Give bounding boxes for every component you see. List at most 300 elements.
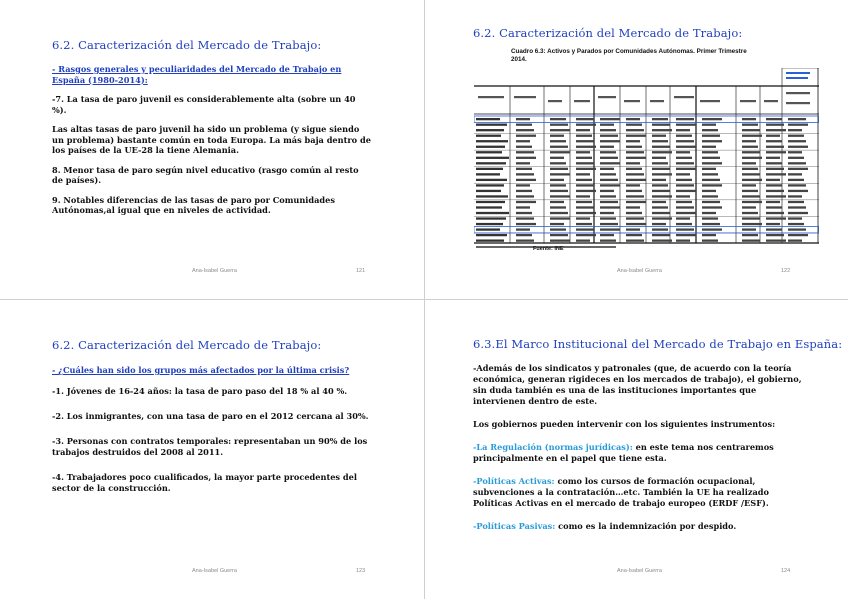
table-cell-text xyxy=(742,195,760,197)
table-cell-text xyxy=(702,206,722,208)
table-cell-text xyxy=(600,151,616,153)
table-cell-text xyxy=(652,162,668,164)
table-cell-text xyxy=(766,173,786,175)
table-cell-text xyxy=(702,124,716,126)
table-cell-text xyxy=(550,157,564,159)
slide-122 xyxy=(425,0,848,299)
table-cell-text xyxy=(600,135,618,137)
table-cell-text xyxy=(742,173,760,175)
table-cell-text xyxy=(516,184,530,186)
table-cell-text xyxy=(516,151,534,153)
table-cell-text xyxy=(476,157,509,159)
active-policies-label: -Políticas Activas: xyxy=(473,476,555,486)
table-cell-text xyxy=(600,162,620,164)
table-cell-text xyxy=(788,129,802,131)
table-cell-text xyxy=(476,228,500,230)
table-cell-text xyxy=(788,195,802,197)
table-cell-text xyxy=(766,146,784,148)
table-cell-text xyxy=(742,124,758,126)
table-cell-text xyxy=(516,168,532,170)
table-cell-text xyxy=(766,157,780,159)
table-cell-text xyxy=(742,212,758,214)
table-cell-text xyxy=(766,195,786,197)
table-cell-text xyxy=(576,129,590,131)
table-cell-text xyxy=(702,217,718,219)
table-cell-text xyxy=(702,179,720,181)
table-cell-text xyxy=(676,129,690,131)
table-cell-text xyxy=(576,168,596,170)
slide-body xyxy=(52,64,372,225)
regulation-label: -La Regulación (normas jurídicas): xyxy=(473,442,633,452)
table-cell-text xyxy=(600,234,614,236)
table-cell-text xyxy=(516,179,536,181)
table-cell-text xyxy=(476,223,503,225)
table-cell-text xyxy=(550,151,570,153)
table-cell-text xyxy=(788,228,806,230)
table-cell-text xyxy=(626,239,644,241)
table-cell-text xyxy=(652,151,672,153)
table-cell-text xyxy=(766,201,780,203)
table-cell-text xyxy=(476,190,501,192)
table-cell-text xyxy=(576,201,592,203)
table-cell-text xyxy=(788,157,804,159)
table-cell-text xyxy=(766,151,786,153)
table-cell-text xyxy=(516,206,530,208)
table-cell-text xyxy=(600,168,614,170)
table-cell-text xyxy=(548,100,562,102)
table-cell-text xyxy=(702,173,718,175)
table-cell-text xyxy=(550,217,570,219)
table-cell-text xyxy=(600,239,616,241)
slide-subtitle: - Rasgos generales y peculiaridades del Mercado de Trabajo en España (1980-2014): xyxy=(52,64,342,85)
table-cell-text xyxy=(766,239,786,241)
table-cell-text xyxy=(476,168,503,170)
table-cell-text xyxy=(676,168,696,170)
table-cell-text xyxy=(476,118,500,120)
table-cell-text xyxy=(702,129,718,131)
table-cell-text xyxy=(702,228,722,230)
table-cell-text xyxy=(626,162,640,164)
table-cell-text xyxy=(702,212,716,214)
table-cell-text xyxy=(576,184,594,186)
table-cell-text xyxy=(550,184,566,186)
table-cell-text xyxy=(576,179,592,181)
table-cell-text xyxy=(550,201,564,203)
table-cell-text xyxy=(788,190,808,192)
table-cell-text xyxy=(742,118,756,120)
table-cell-text xyxy=(652,173,672,175)
table-cell-text xyxy=(676,239,690,241)
table-cell-text xyxy=(766,118,782,120)
table-cell-text xyxy=(600,206,620,208)
table-cell-text xyxy=(516,195,534,197)
paragraph-regulation xyxy=(473,442,805,464)
table-cell-text xyxy=(516,234,532,236)
table-cell-text xyxy=(652,129,672,131)
table-cell-text xyxy=(476,146,505,148)
table-cell-text xyxy=(652,223,666,225)
table-cell-text xyxy=(786,72,810,74)
table-cell-text xyxy=(600,217,616,219)
table-cell-text xyxy=(516,201,536,203)
table-cell-text xyxy=(676,201,692,203)
table-cell-text xyxy=(676,195,690,197)
table-cell-text xyxy=(516,173,534,175)
paragraph: -1. Jóvenes de 16-24 años: la tasa de paro paso del 18 % al 40 %. xyxy=(52,386,348,396)
table-cell-text xyxy=(576,212,596,214)
table-cell-text xyxy=(652,201,666,203)
table-cell-text xyxy=(702,162,722,164)
table-cell-text xyxy=(626,234,642,236)
paragraph: Las altas tasas de paro juvenil ha sido un problema (y sigue siendo un problema) bastante común en toda Europa. La más baja dentro de los países de la UE-28 la tiene Alemania. xyxy=(52,124,371,155)
table-cell-text xyxy=(576,135,592,137)
table-cell-text xyxy=(766,212,784,214)
table-cell-text xyxy=(742,140,756,142)
table-cell-text xyxy=(676,173,690,175)
table-cell-text xyxy=(550,129,570,131)
slide-title: 6.2. Caracterización del Mercado de Trabajo: xyxy=(473,26,743,40)
table-cell-text xyxy=(766,124,784,126)
table-cell-text xyxy=(742,168,758,170)
table-source: Fuente: INE xyxy=(533,246,564,252)
table-cell-text xyxy=(576,223,592,225)
table-cell-text xyxy=(576,118,594,120)
table-cell-text xyxy=(600,173,616,175)
table-cell-text xyxy=(676,234,696,236)
table-cell-text xyxy=(516,157,536,159)
table-cell-text xyxy=(788,239,802,241)
table-cell-text xyxy=(786,92,810,94)
table-cell-text xyxy=(742,151,760,153)
table-cell-text xyxy=(742,184,756,186)
table-cell-text xyxy=(476,195,508,197)
table-cell-text xyxy=(652,140,668,142)
slide-124 xyxy=(425,300,848,599)
table-cell-text xyxy=(742,135,762,137)
table-cell-text xyxy=(626,118,640,120)
table-cell-text xyxy=(516,228,530,230)
table-cell-text xyxy=(626,212,642,214)
table-cell-text xyxy=(676,179,692,181)
table-cell-text xyxy=(550,173,570,175)
table-cell-text xyxy=(576,140,594,142)
table-cell-text xyxy=(550,179,564,181)
table-cell-text xyxy=(766,228,782,230)
table-cell-text xyxy=(652,146,670,148)
table-cell-text xyxy=(702,168,716,170)
slide-title: 6.2. Caracterización del Mercado de Trabajo: xyxy=(52,38,322,52)
table-cell-text xyxy=(516,239,534,241)
page-number: 122 xyxy=(781,268,791,274)
table-cell-text xyxy=(742,146,758,148)
footer-author: Ana-Isabel Guerra xyxy=(617,568,662,574)
table-cell-text xyxy=(626,228,640,230)
table-cell-text xyxy=(624,100,640,102)
table-cell-text xyxy=(742,201,762,203)
table-cell-text xyxy=(476,217,506,219)
table-cell-text xyxy=(652,228,668,230)
table-cell-text xyxy=(702,223,720,225)
table-cell-text xyxy=(626,146,642,148)
footer-author: Ana-Isabel Guerra xyxy=(192,568,237,574)
table-cell-text xyxy=(766,179,780,181)
table-cell-text xyxy=(786,102,810,104)
table-cell-text xyxy=(476,184,504,186)
table-cell-text xyxy=(786,77,808,79)
slide-body xyxy=(473,363,805,541)
table-cell-text xyxy=(550,223,564,225)
table-cell-text xyxy=(626,201,646,203)
table-cell-text xyxy=(676,206,694,208)
table-cell-text xyxy=(576,157,592,159)
table-cell-text xyxy=(476,239,504,241)
table-cell-text xyxy=(766,162,782,164)
paragraph: -3. Personas con contratos temporales: representaban un 90% de los trabajos destruidos del 2008 al 2011. xyxy=(52,436,368,457)
slide-body xyxy=(52,365,372,503)
table-cell-text xyxy=(788,135,804,137)
table-cell-text xyxy=(788,118,806,120)
table-cell-text xyxy=(476,151,502,153)
table-cell-text xyxy=(574,100,590,102)
table-cell-text xyxy=(788,151,802,153)
table-cell-text xyxy=(626,184,640,186)
table-cell-text xyxy=(598,96,616,98)
table-cell-text xyxy=(676,118,694,120)
table-cell-text xyxy=(576,239,590,241)
table-cell-text xyxy=(626,140,640,142)
table-cell-text xyxy=(516,217,534,219)
table-cell-text xyxy=(514,96,536,98)
table-cell-text xyxy=(600,140,620,142)
table-cell-text xyxy=(476,129,504,131)
table-cell-text xyxy=(600,129,616,131)
table-cell-text xyxy=(476,212,509,214)
table-cell-text xyxy=(476,234,507,236)
table-cell-text xyxy=(788,168,808,170)
table-cell-text xyxy=(764,100,778,102)
page-number: 124 xyxy=(781,568,791,574)
table-cell-text xyxy=(626,179,646,181)
table-cell-text xyxy=(766,140,782,142)
table-cell-text xyxy=(476,162,506,164)
table-cell-text xyxy=(576,146,596,148)
table-cell-text xyxy=(702,201,720,203)
table-cell-text xyxy=(702,184,722,186)
table-cell-text xyxy=(676,223,692,225)
table-cell-text xyxy=(550,124,568,126)
table-cell-text xyxy=(652,184,668,186)
table-cell-text xyxy=(576,228,594,230)
table-cell-text xyxy=(702,195,718,197)
paragraph-passive-policies xyxy=(473,521,805,532)
paragraph: -2. Los inmigrantes, con una tasa de paro en el 2012 cercana al 30%. xyxy=(52,411,369,421)
paragraph: -7. La tasa de paro juvenil es considerablemente alta (sobre un 40 %). xyxy=(52,94,356,115)
table-cell-text xyxy=(550,118,566,120)
footer-author: Ana-Isabel Guerra xyxy=(617,268,662,274)
table-cell-text xyxy=(702,146,716,148)
regulation-text: en este tema nos centraremos principalmente en el papel que tiene esta. xyxy=(473,442,774,463)
table-cell-text xyxy=(600,146,614,148)
table-cell-text xyxy=(600,228,620,230)
table-cell-text xyxy=(652,168,670,170)
table-cell-text xyxy=(550,239,570,241)
table-cell-text xyxy=(742,206,756,208)
paragraph-active-policies xyxy=(473,476,805,509)
table-cell-text xyxy=(550,206,566,208)
table-cell-text xyxy=(788,124,808,126)
table-cell-text xyxy=(576,162,594,164)
slide-121 xyxy=(0,0,424,299)
table-cell-text xyxy=(652,157,666,159)
table-cell-text xyxy=(788,223,804,225)
table-cell-text xyxy=(576,173,590,175)
table-cell-text xyxy=(676,162,694,164)
table-cell-text xyxy=(742,223,762,225)
table-cell-text xyxy=(576,234,596,236)
table-cell-text xyxy=(766,184,782,186)
table-cell-text xyxy=(652,212,670,214)
table-cell-text xyxy=(626,129,644,131)
table-cell-text xyxy=(576,124,596,126)
table-cell-text xyxy=(788,201,804,203)
table-cell-text xyxy=(600,118,620,120)
paragraph: Los gobiernos pueden intervenir con los siguientes instrumentos: xyxy=(473,419,776,429)
table-cell-text xyxy=(702,151,718,153)
table-cell-text xyxy=(702,118,722,120)
table-cell-text xyxy=(788,179,804,181)
table-cell-text xyxy=(516,223,536,225)
table-cell-text xyxy=(600,201,618,203)
table-cell-text xyxy=(516,212,532,214)
table-cell-text xyxy=(550,234,568,236)
table-cell-text xyxy=(600,157,618,159)
table-cell-text xyxy=(626,206,640,208)
table-cell-text xyxy=(702,140,722,142)
table-cell-text xyxy=(702,135,720,137)
table-cell-text xyxy=(652,190,670,192)
table-cell-text xyxy=(550,162,566,164)
table-cell-text xyxy=(676,124,696,126)
table-cell-text xyxy=(476,173,500,175)
table-cell-text xyxy=(626,124,642,126)
table-cell-text xyxy=(600,195,616,197)
table-cell-text xyxy=(766,135,780,137)
table-cell-text xyxy=(742,157,762,159)
table-cell-text xyxy=(742,162,756,164)
table-cell-text xyxy=(550,146,568,148)
table-cell-text xyxy=(516,118,530,120)
table-cell-text xyxy=(788,173,802,175)
table-cell-text xyxy=(766,206,782,208)
table-cell-text xyxy=(516,146,532,148)
table-cell-text xyxy=(516,190,532,192)
data-table-image xyxy=(474,68,819,264)
paragraph: 8. Menor tasa de paro según nivel educativo (rasgo común al resto de países). xyxy=(52,164,359,185)
table-cell-text xyxy=(652,118,668,120)
table-cell-text xyxy=(516,129,534,131)
table-cell-text xyxy=(674,96,694,98)
table-cell-text xyxy=(766,168,784,170)
table-cell-text xyxy=(788,184,806,186)
table-cell-text xyxy=(742,179,762,181)
table-cell-text xyxy=(600,124,614,126)
table-cell-text xyxy=(652,135,666,137)
table-cell-text xyxy=(550,135,564,137)
table-cell-text xyxy=(476,135,501,137)
table-cell-text xyxy=(652,179,666,181)
table-cell-text xyxy=(766,217,786,219)
table-cell-text xyxy=(516,162,530,164)
table-cell-text xyxy=(676,151,690,153)
table-cell-text xyxy=(676,212,696,214)
table-cell-text xyxy=(676,184,694,186)
table-cell-text xyxy=(788,212,808,214)
table-cell-text xyxy=(476,179,507,181)
table-cell-text xyxy=(676,217,690,219)
table-cell-text xyxy=(550,195,570,197)
table-cell-text xyxy=(626,135,646,137)
active-policies-text: como los cursos de formación ocupacional, subvenciones a la contratación…etc. También la UE ha realizado Políticas Activas en el mercado de trabajo europeo (ERDF /ESF). xyxy=(473,476,769,508)
table-cell-text xyxy=(476,140,508,142)
slide-subtitle: - ¿Cuáles han sido los grupos más afectados por la última crisis? xyxy=(52,365,350,375)
passive-policies-text: como es la indemnización por despido. xyxy=(555,521,737,531)
table-cell-text xyxy=(652,124,670,126)
paragraph: -Además de los sindicatos y patronales (que, de acuerdo con la teoría económica, generan rigideces en los mercados de trabajo), el gobierno, sin duda también es una de las instituciones importantes que intervienen dentro de este. xyxy=(473,363,802,406)
table-cell-text xyxy=(652,206,668,208)
table-cell-text xyxy=(766,234,784,236)
table-cell-text xyxy=(476,206,502,208)
paragraph: -4. Trabajadores poco cualificados, la mayor parte procedentes del sector de la construcción. xyxy=(52,472,357,493)
table-cell-text xyxy=(702,234,716,236)
slide-title: 6.2. Caracterización del Mercado de Trabajo: xyxy=(52,338,322,352)
table-cell-text xyxy=(766,129,786,131)
table-cell-text xyxy=(676,146,696,148)
table-cell-text xyxy=(600,184,620,186)
table-cell-text xyxy=(626,195,644,197)
table-cell-text xyxy=(516,135,536,137)
table-cell-text xyxy=(516,124,532,126)
table-cell-text xyxy=(576,206,594,208)
table-cell-text xyxy=(788,146,808,148)
table-cell-text xyxy=(788,140,806,142)
table-cell-text xyxy=(626,157,646,159)
page-number: 121 xyxy=(356,268,366,274)
table-cell-text xyxy=(702,239,718,241)
table-cell-text xyxy=(652,239,672,241)
table-cell-text xyxy=(600,190,614,192)
table-cell-text xyxy=(652,234,670,236)
table-cell-text xyxy=(788,206,806,208)
passive-policies-label: -Políticas Pasivas: xyxy=(473,521,556,531)
table-cell-text xyxy=(788,162,806,164)
footer-author: Ana-Isabel Guerra xyxy=(192,268,237,274)
table-cell-text xyxy=(626,173,644,175)
table-cell-text xyxy=(788,234,808,236)
table-cell-text xyxy=(550,190,568,192)
table-cell-text xyxy=(676,157,692,159)
table-cell-text xyxy=(476,201,505,203)
table-cell-text xyxy=(550,168,568,170)
table-cell-text xyxy=(700,100,720,102)
table-cell-text xyxy=(550,140,566,142)
table-cell-text xyxy=(516,140,530,142)
table-cell-text xyxy=(476,124,507,126)
table-cell-text xyxy=(600,179,618,181)
table-cell-text xyxy=(550,228,566,230)
table-cell-text xyxy=(626,190,642,192)
table-cell-text xyxy=(652,217,672,219)
table-cell-text xyxy=(576,195,590,197)
